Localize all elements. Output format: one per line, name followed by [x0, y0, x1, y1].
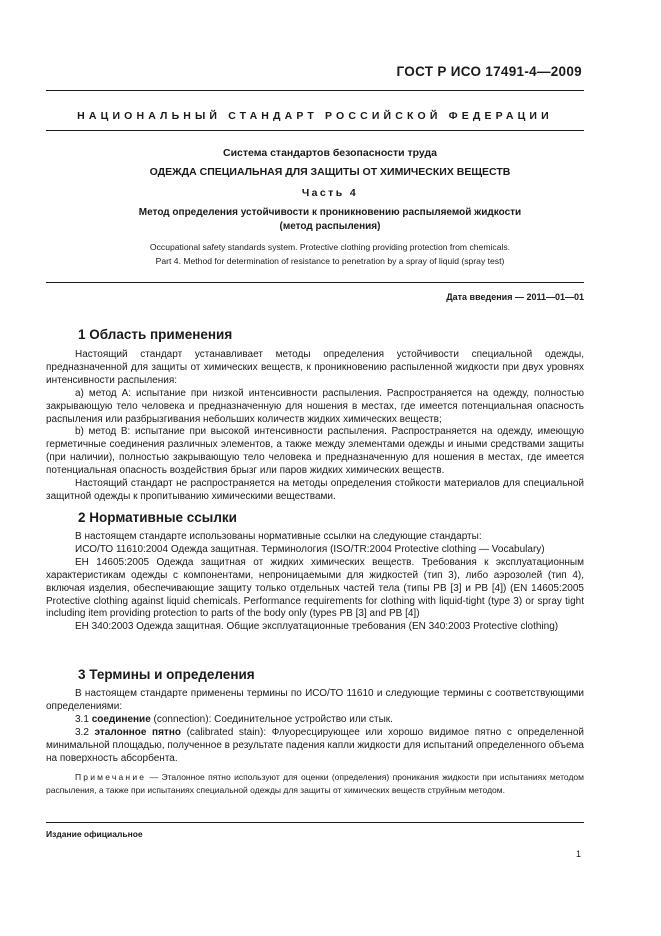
note-text: — Эталонное пятно используют для оценки (определения) проникания жидкости при испытаниях методом распыления, а также при испытаниях специальной одежды для защиты от химических веществ струйным методом.: [46, 772, 584, 795]
term-3-1: [46, 714, 584, 727]
page-number: 1: [575, 849, 581, 859]
paragraph: Настоящий стандарт не распространяется на методы определения стойкости материалов для специальной защитной одежды к пропитыванию химическими веществами.: [46, 478, 584, 502]
paragraph: ЕН 14605:2005 Одежда защитная от жидких химических веществ. Требования к эксплуатационным характеристикам одежды с компонентами, непроницаемыми для жидкостей (тип 3), либо аэрозолей (тип 4), включая изделия, обеспечивающие защиту только отдельных частей тела (типы РВ [3] и РВ [4]) (EN 14605:2005 Protective clothing against liquid chemicals. Performance requirements for clothing with liquid-tight (type 3) or spray tight including item providing protection to parts of the body only (types PB [3] and PB [4]): [46, 556, 584, 620]
gost-code: ГОСТ Р ИСО 17491-4—2009: [396, 64, 582, 79]
paragraph: В настоящем стандарте использованы нормативные ссылки на следующие стандарты:: [75, 531, 482, 542]
section-2-body: [46, 531, 584, 634]
term-number: 3.2: [75, 726, 89, 738]
official-edition-label: Издание официальное: [46, 829, 143, 839]
introduction-date: Дата введения — 2011—01—01: [446, 292, 584, 302]
term-3-2: [46, 727, 584, 766]
paragraph: Настоящий стандарт устанавливает методы определения устойчивости специальной одежды, предназначенной для защиты от химических веществ, к проникновению распыленной жидкости при двух уровнях интенсивности распыления:: [46, 349, 584, 386]
banner-rule: [46, 130, 584, 131]
term-name: соединение: [91, 713, 151, 725]
part-label: Часть 4: [301, 187, 359, 199]
english-title-line1: Occupational safety standards system. Protective clothing providing protection from chemicals.: [149, 242, 511, 252]
term-definition: (connection): Соединительное устройство или стык.: [150, 713, 393, 725]
term-number: 3.1: [75, 713, 89, 725]
date-rule: [46, 282, 584, 283]
method-title-line1: Метод определения устойчивости к проникновению распыляемой жидкости: [138, 207, 522, 218]
section-3-heading: 3 Термины и определения: [78, 667, 255, 682]
paragraph: В настоящем стандарте применены термины по ИСО/ТО 11610 и следующие термины с соответствующими определениями:: [46, 688, 584, 712]
system-title: Система стандартов безопасности труда: [222, 147, 438, 159]
national-standard-banner: НАЦИОНАЛЬНЫЙ СТАНДАРТ РОССИЙСКОЙ ФЕДЕРАЦИИ: [77, 110, 553, 122]
header-rule: [46, 90, 584, 91]
footer-rule: [46, 822, 584, 823]
paragraph: а) метод А: испытание при низкой интенсивности распыления. Распространяется на одежду, полностью закрывающую тело человека и предназначенную для ношения в местах, где имеется потенциальная опасность распыления или разбрызгивания небольших количеств жидких химических веществ;: [46, 387, 584, 425]
english-title-line2: Part 4. Method for determination of resistance to penetration by a spray of liquid (spray test): [155, 256, 505, 266]
term-definition: (calibrated stain): Флуоресцирующее или хорошо видимое пятно с определенной минимальной площадью, полученное в результате падения капли жидкости для испытаний определенного объема на поверхность абсорбента.: [46, 726, 584, 764]
note-label: Примечание: [75, 772, 147, 783]
section-3-body: [46, 688, 584, 796]
section-2-heading: 2 Нормативные ссылки: [78, 510, 237, 525]
section-1-body: [46, 349, 584, 504]
paragraph: ЕН 340:2003 Одежда защитная. Общие эксплуатационные требования (EN 340:2003 Protective clothing): [75, 621, 559, 633]
term-name: эталонное пятно: [94, 726, 181, 738]
method-title-line2: (метод распыления): [279, 221, 381, 232]
document-title: ОДЕЖДА СПЕЦИАЛЬНАЯ ДЛЯ ЗАЩИТЫ ОТ ХИМИЧЕСКИХ ВЕЩЕСТВ: [149, 166, 511, 178]
paragraph: ИСО/ТО 11610:2004 Одежда защитная. Терминология (ISO/TR:2004 Protective clothing — Vocabulary): [75, 543, 545, 555]
note: [46, 771, 584, 796]
paragraph: b) метод В: испытание при высокой интенсивности распыления. Распространяется на одежду, имеющую герметичные соединения различных элементов, а также между элементами одежды и иными средствами защиты (при наличии), полностью закрывающую тело человека и предназначенную для ношения в местах, где имеется потенциальная опасность воздействия брызг или паров жидких химических веществ.: [46, 426, 584, 477]
section-1-heading: 1 Область применения: [78, 327, 233, 342]
